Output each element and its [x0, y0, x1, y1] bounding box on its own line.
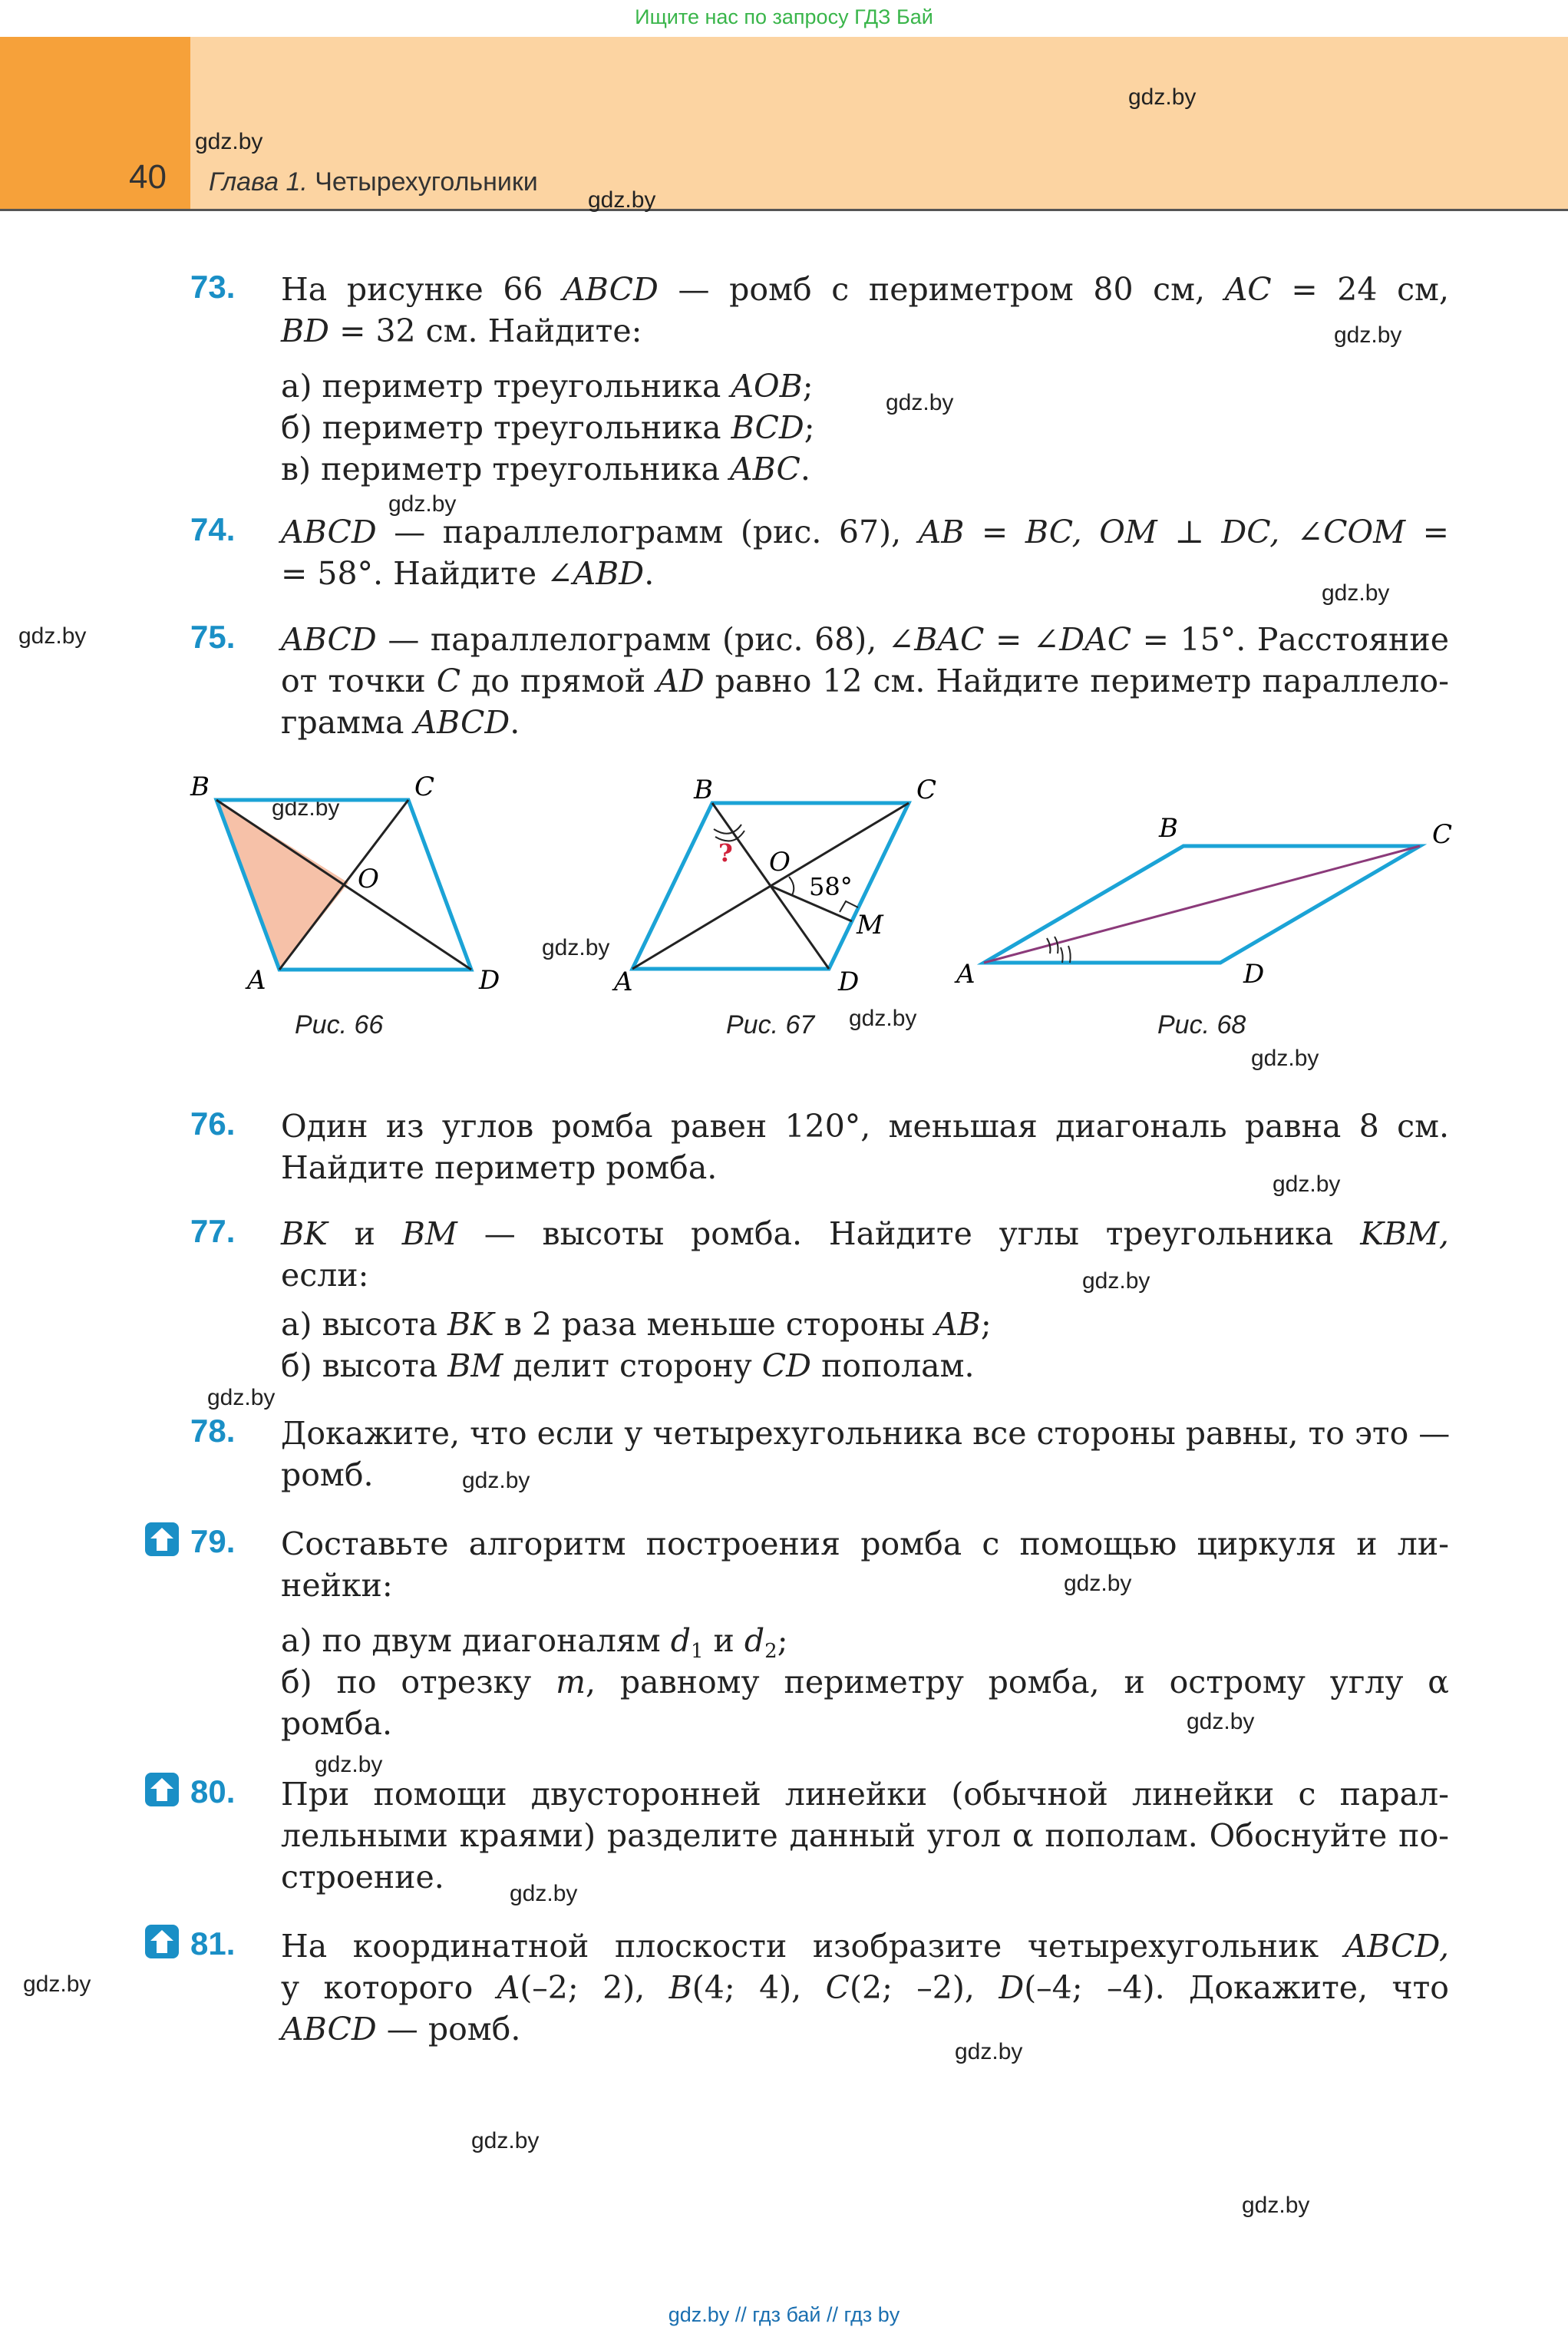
text: у которого [281, 1969, 474, 2006]
watermark: gdz.by [1187, 1709, 1255, 1734]
problem-number: 77. [190, 1213, 236, 1249]
watermark: gdz.by [1273, 1172, 1341, 1197]
math: AOB [731, 368, 803, 405]
math: C [436, 663, 461, 699]
problem-74-line-2 [281, 553, 1449, 594]
figure-66-caption: Рис. 66 [295, 1010, 384, 1039]
watermark: gdz.by [1242, 2193, 1310, 2218]
math: BD [281, 312, 330, 349]
text: — параллелограмм (рис. 68), [388, 621, 877, 658]
angle-arc-4 [1068, 946, 1071, 963]
math: AD [656, 663, 705, 699]
watermark: gdz.by [849, 1006, 917, 1031]
text: = [1422, 514, 1449, 550]
problem-number: 80. [190, 1773, 236, 1810]
question-mark: ? [718, 838, 733, 868]
figure-67-caption: Рис. 67 [726, 1010, 815, 1039]
figure-66 [177, 760, 537, 1013]
text: б) высота [281, 1347, 438, 1384]
label-c: C [1432, 819, 1453, 850]
problem-79-line-1: Составьте алгоритм построения ромба с помощью циркуля и ли- [281, 1525, 1449, 1562]
problem-77-item-b [281, 1345, 1449, 1386]
text: б) периметр треугольника [281, 409, 721, 446]
label-d: D [479, 965, 500, 996]
math: ∠COM [1296, 514, 1406, 550]
problem-number: 74. [190, 511, 236, 547]
figure-67 [599, 760, 959, 1013]
angle-arc-3 [1061, 947, 1063, 963]
text: и [713, 1622, 734, 1659]
math: d [670, 1622, 691, 1659]
problem-79-item-b-cont: ромба. [281, 1705, 392, 1742]
problem-81-line-3 [281, 2008, 1449, 2050]
label-b: B [1159, 813, 1178, 844]
math: C [825, 1969, 850, 2006]
math: CD [761, 1347, 812, 1384]
problem-number: 73. [190, 269, 236, 305]
problem-number: 78. [190, 1413, 236, 1449]
problem-73-item-a [281, 365, 1449, 407]
text: = [981, 514, 1008, 550]
math: d [744, 1622, 765, 1659]
page-number: 40 [129, 158, 167, 196]
problem-80-line-3: строение. [281, 1859, 444, 1895]
problem-number: 79. [190, 1523, 236, 1559]
problem-76-line-2: Найдите периметр ромба. [281, 1149, 718, 1186]
problem-75-line-3 [281, 702, 1449, 743]
text: ; [980, 1306, 992, 1343]
label-m: M [857, 910, 883, 940]
math: AB [935, 1306, 981, 1343]
problem-73-item-c [281, 448, 1449, 490]
problem-77-line-1 [281, 1213, 1449, 1254]
subscript: 1 [690, 1640, 704, 1663]
watermark: gdz.by [388, 491, 457, 517]
text: пополам. [821, 1347, 975, 1384]
watermark: gdz.by [1334, 322, 1402, 348]
figure-68 [952, 760, 1489, 1013]
text: от точки [281, 663, 426, 699]
text: в 2 раза меньше стороны [503, 1306, 926, 1343]
text: делит сторону [513, 1347, 752, 1384]
label-b: B [190, 772, 210, 802]
math: ABCD [281, 621, 377, 658]
text: = 32 см. Найдите: [339, 312, 642, 349]
math: BK [447, 1306, 494, 1343]
label-d: D [838, 967, 860, 997]
watermark: gdz.by [1082, 1268, 1150, 1294]
math: ABCD [281, 514, 377, 550]
top-banner[interactable]: Ищите нас по запросу ГДЗ Бай [635, 5, 933, 28]
math: ∠ABD [546, 555, 645, 592]
problem-73-line-1 [281, 269, 1449, 310]
watermark: gdz.by [18, 623, 87, 649]
text: а) по двум диагоналям [281, 1622, 661, 1659]
subscript: 2 [764, 1640, 777, 1663]
math: ABCD [563, 271, 659, 308]
problem-78-line-2: ромб. [281, 1456, 374, 1493]
label-b: B [694, 775, 713, 805]
problem-77-line-2: если: [281, 1257, 369, 1294]
footer-links[interactable]: gdz.by // гдз бай // гдз by [668, 2303, 900, 2326]
math: A [497, 1969, 520, 2006]
text: = 15°. Расстояние [1142, 621, 1449, 658]
label-a: A [614, 967, 633, 997]
math: BC, [1025, 514, 1082, 550]
shaded-triangle [216, 800, 348, 970]
text: = [995, 621, 1022, 658]
problem-81-line-2 [281, 1967, 1449, 2008]
math: BM [447, 1347, 503, 1384]
text: грамма [281, 704, 404, 741]
chapter-title [209, 167, 538, 197]
math: AC [1224, 271, 1272, 308]
text: . [800, 451, 810, 488]
text: = 24 см, [1291, 271, 1449, 308]
text: а) высота [281, 1306, 437, 1343]
math: ABCD [414, 704, 510, 741]
watermark: gdz.by [542, 935, 610, 960]
text: в) периметр треугольника [281, 451, 720, 488]
watermark: gdz.by [272, 795, 340, 821]
problem-80-line-1: При помощи двусторонней линейки (обычной линейки с парал- [281, 1776, 1449, 1813]
problem-76-line-1: Один из углов ромба равен 120°, меньшая диагональ равна 8 см. [281, 1108, 1449, 1145]
math: ∠DAC [1032, 621, 1132, 658]
text: до прямой [471, 663, 646, 699]
text: , равному периметру ромба, и острому углу α [586, 1664, 1449, 1700]
angle-value: 58° [809, 872, 853, 901]
math: BM [401, 1215, 457, 1252]
problem-74-line-1 [281, 511, 1449, 553]
text: ; [804, 409, 815, 446]
text: — параллелограмм (рис. 67), [394, 514, 902, 550]
figure-68-caption: Рис. 68 [1157, 1010, 1246, 1039]
problem-75-line-2 [281, 660, 1449, 702]
watermark: gdz.by [462, 1468, 530, 1493]
math: B [668, 1969, 692, 2006]
text: — ромб с периметром 80 см, [678, 271, 1206, 308]
problem-81-line-1 [281, 1925, 1449, 1967]
chapter-name: Четырехугольники [315, 167, 538, 197]
math: KBM, [1360, 1215, 1449, 1252]
label-o: O [358, 864, 379, 894]
problem-73-item-b [281, 407, 1449, 448]
label-c: C [414, 772, 435, 802]
text: а) периметр треугольника [281, 368, 721, 405]
problem-79-line-2: нейки: [281, 1567, 393, 1604]
watermark: gdz.by [886, 390, 954, 415]
watermark: gdz.by [1128, 84, 1197, 110]
text: — ромб. [386, 2011, 521, 2048]
math: ABC [730, 451, 801, 488]
text: ; [802, 368, 814, 405]
math: ABCD [281, 2011, 377, 2048]
math: OM [1099, 514, 1157, 550]
problem-number: 76. [190, 1106, 236, 1142]
problem-75-line-1 [281, 619, 1449, 660]
text: . [510, 704, 520, 741]
math: ∠BAC [887, 621, 985, 658]
watermark: gdz.by [1251, 1046, 1319, 1071]
angle-arc-o [789, 877, 794, 895]
text: равно 12 см. Найдите периметр параллело- [715, 663, 1449, 699]
text: — высоты ромба. Найдите углы треугольника [484, 1215, 1334, 1252]
text: (–4; –4). Докажите, что [1024, 1969, 1449, 2006]
watermark: gdz.by [955, 2039, 1023, 2064]
text: (2; –2), [849, 1969, 975, 2006]
problem-80-line-2: лельными краями) разделите данный угол α пополам. Обоснуйте по- [281, 1817, 1449, 1854]
math: D [999, 1969, 1025, 2006]
advanced-task-icon [144, 1924, 180, 1959]
label-a: A [247, 965, 266, 996]
watermark: gdz.by [510, 1881, 578, 1906]
text: На рисунке 66 [281, 271, 543, 308]
math: DC, [1221, 514, 1280, 550]
text: (4; 4), [692, 1969, 802, 2006]
text: . [644, 555, 655, 592]
text: (–2; 2), [520, 1969, 645, 2006]
math: ABCD, [1344, 1928, 1449, 1965]
math: m [556, 1664, 586, 1700]
text: ⊥ [1174, 514, 1204, 550]
watermark: gdz.by [1322, 580, 1390, 606]
watermark: gdz.by [471, 2128, 540, 2153]
advanced-task-icon [144, 1522, 180, 1557]
chapter-label: Глава 1. [209, 167, 308, 197]
label-d: D [1243, 959, 1265, 990]
problem-78-line-1: Докажите, что если у четырехугольника все стороны равны, то это — [281, 1415, 1451, 1452]
label-o: O [769, 847, 791, 878]
watermark: gdz.by [207, 1385, 276, 1410]
angle-arc-2 [1055, 937, 1058, 954]
math: AB [918, 514, 965, 550]
label-c: C [916, 775, 937, 805]
text: б) по отрезку [281, 1664, 532, 1700]
label-a: A [956, 959, 975, 990]
watermark: gdz.by [315, 1752, 383, 1777]
watermark: gdz.by [195, 129, 263, 154]
text: ; [777, 1622, 788, 1659]
watermark: gdz.by [588, 187, 656, 213]
problem-73-line-2 [281, 310, 1449, 352]
text: = 58°. Найдите [281, 555, 537, 592]
problem-number: 75. [190, 619, 236, 655]
watermark: gdz.by [23, 1971, 91, 1997]
text: На координатной плоскости изобразите четырехугольник [281, 1928, 1319, 1965]
advanced-task-icon [144, 1772, 180, 1807]
header-divider [0, 209, 1568, 211]
watermark: gdz.by [1064, 1571, 1132, 1596]
problem-77-item-a [281, 1304, 1449, 1345]
math: BCD [731, 409, 804, 446]
text: и [354, 1215, 375, 1252]
problem-79-item-b [281, 1661, 1449, 1703]
math: BK [281, 1215, 328, 1252]
problem-number: 81. [190, 1925, 236, 1962]
